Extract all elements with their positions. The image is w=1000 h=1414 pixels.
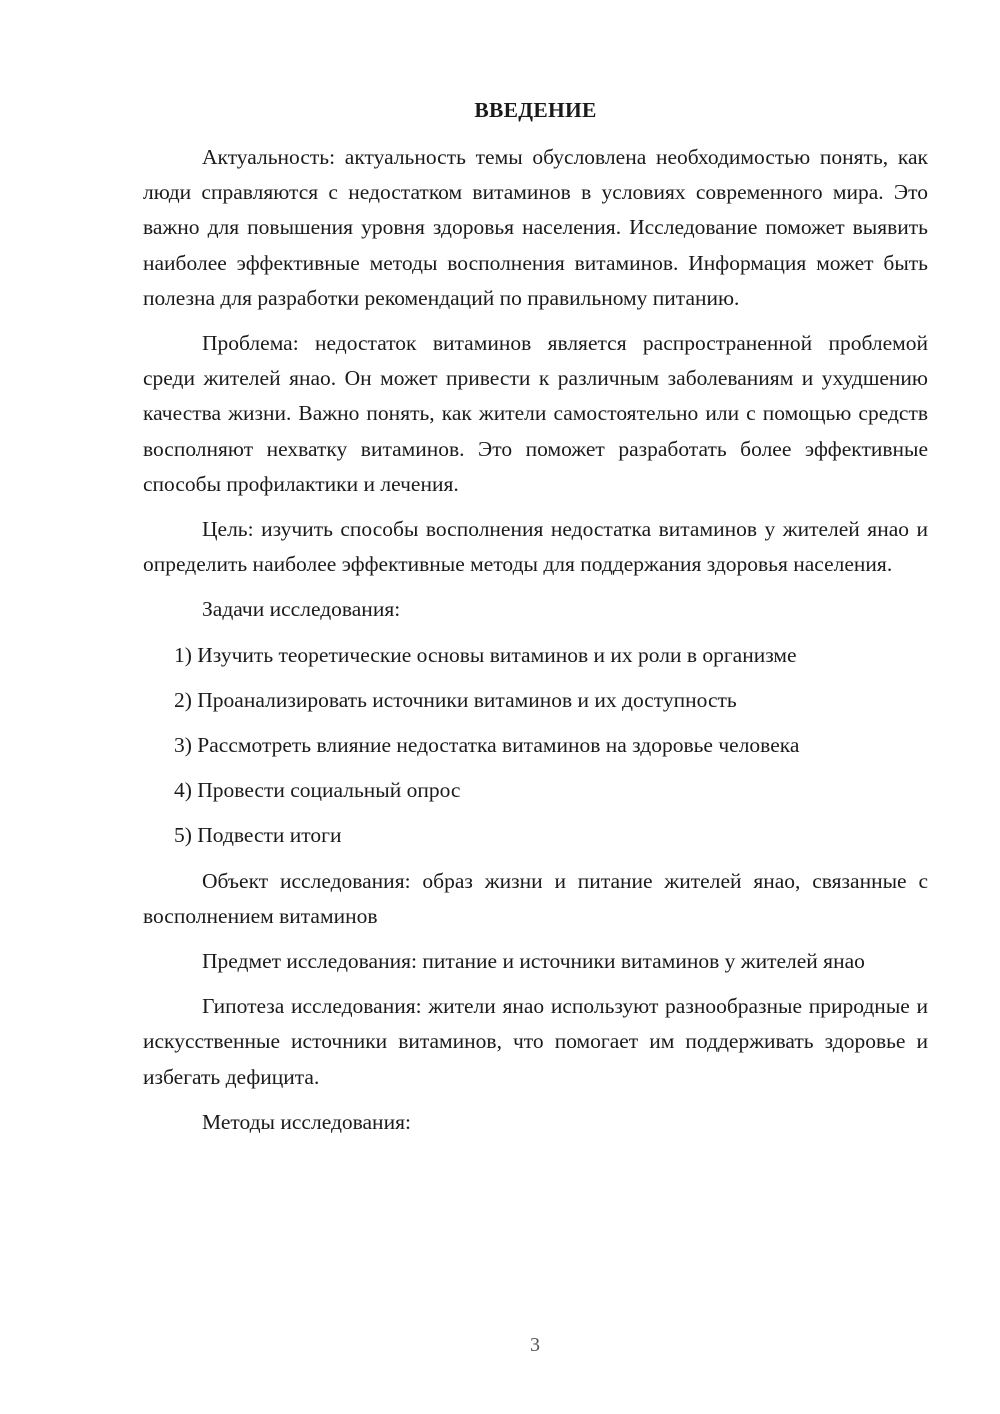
tasks-list [143, 638, 928, 854]
task-item: 5) Подвести итоги [174, 823, 342, 848]
task-item: 4) Провести социальный опрос [174, 778, 461, 803]
hypothesis-paragraph: Гипотеза исследования: жители янао используют разнообразные природные и искусственные источники витаминов, что помогает им поддерживать здоровье и избегать дефицита. [143, 994, 928, 1089]
problem-paragraph: Проблема: недостаток витаминов является распространенной проблемой среди жителей янао. Он может привести к различным заболеваниям и ухудшению качества жизни. Важно понять, как жители самостоятельно или с помощью средств восполняют нехватку витаминов. Это поможет разработать более эффективные способы профилактики и лечения. [143, 331, 928, 496]
methods-heading: Методы исследования: [202, 1109, 411, 1134]
task-item: 1) Изучить теоретические основы витаминов и их роли в организме [174, 642, 797, 667]
subject-paragraph: Предмет исследования: питание и источники витаминов у жителей янао [202, 949, 865, 974]
task-item: 3) Рассмотреть влияние недостатка витаминов на здоровье человека [174, 733, 800, 758]
document-page [143, 95, 928, 1150]
tasks-heading: Задачи исследования: [202, 597, 401, 622]
goal-paragraph: Цель: изучить способы восполнения недостатка витаминов у жителей янао и определить наиболее эффективные методы для поддержания здоровья населения. [143, 517, 928, 577]
relevance-paragraph: Актуальность: актуальность темы обусловлена необходимостью понять, как люди справляются с недостатком витаминов в условиях современного мира. Это важно для повышения уровня здоровья населения. Исследование поможет выявить наиболее эффективные методы восполнения витаминов. Информация может быть полезна для разработки рекомендаций по правильному питанию. [143, 145, 928, 310]
task-item: 2) Проанализировать источники витаминов и их доступность [174, 687, 737, 712]
object-paragraph: Объект исследования: образ жизни и питание жителей янао, связанные с восполнением витаминов [143, 868, 928, 928]
section-title: ВВЕДЕНИЕ [474, 98, 597, 122]
page-number: 3 [530, 1334, 540, 1356]
